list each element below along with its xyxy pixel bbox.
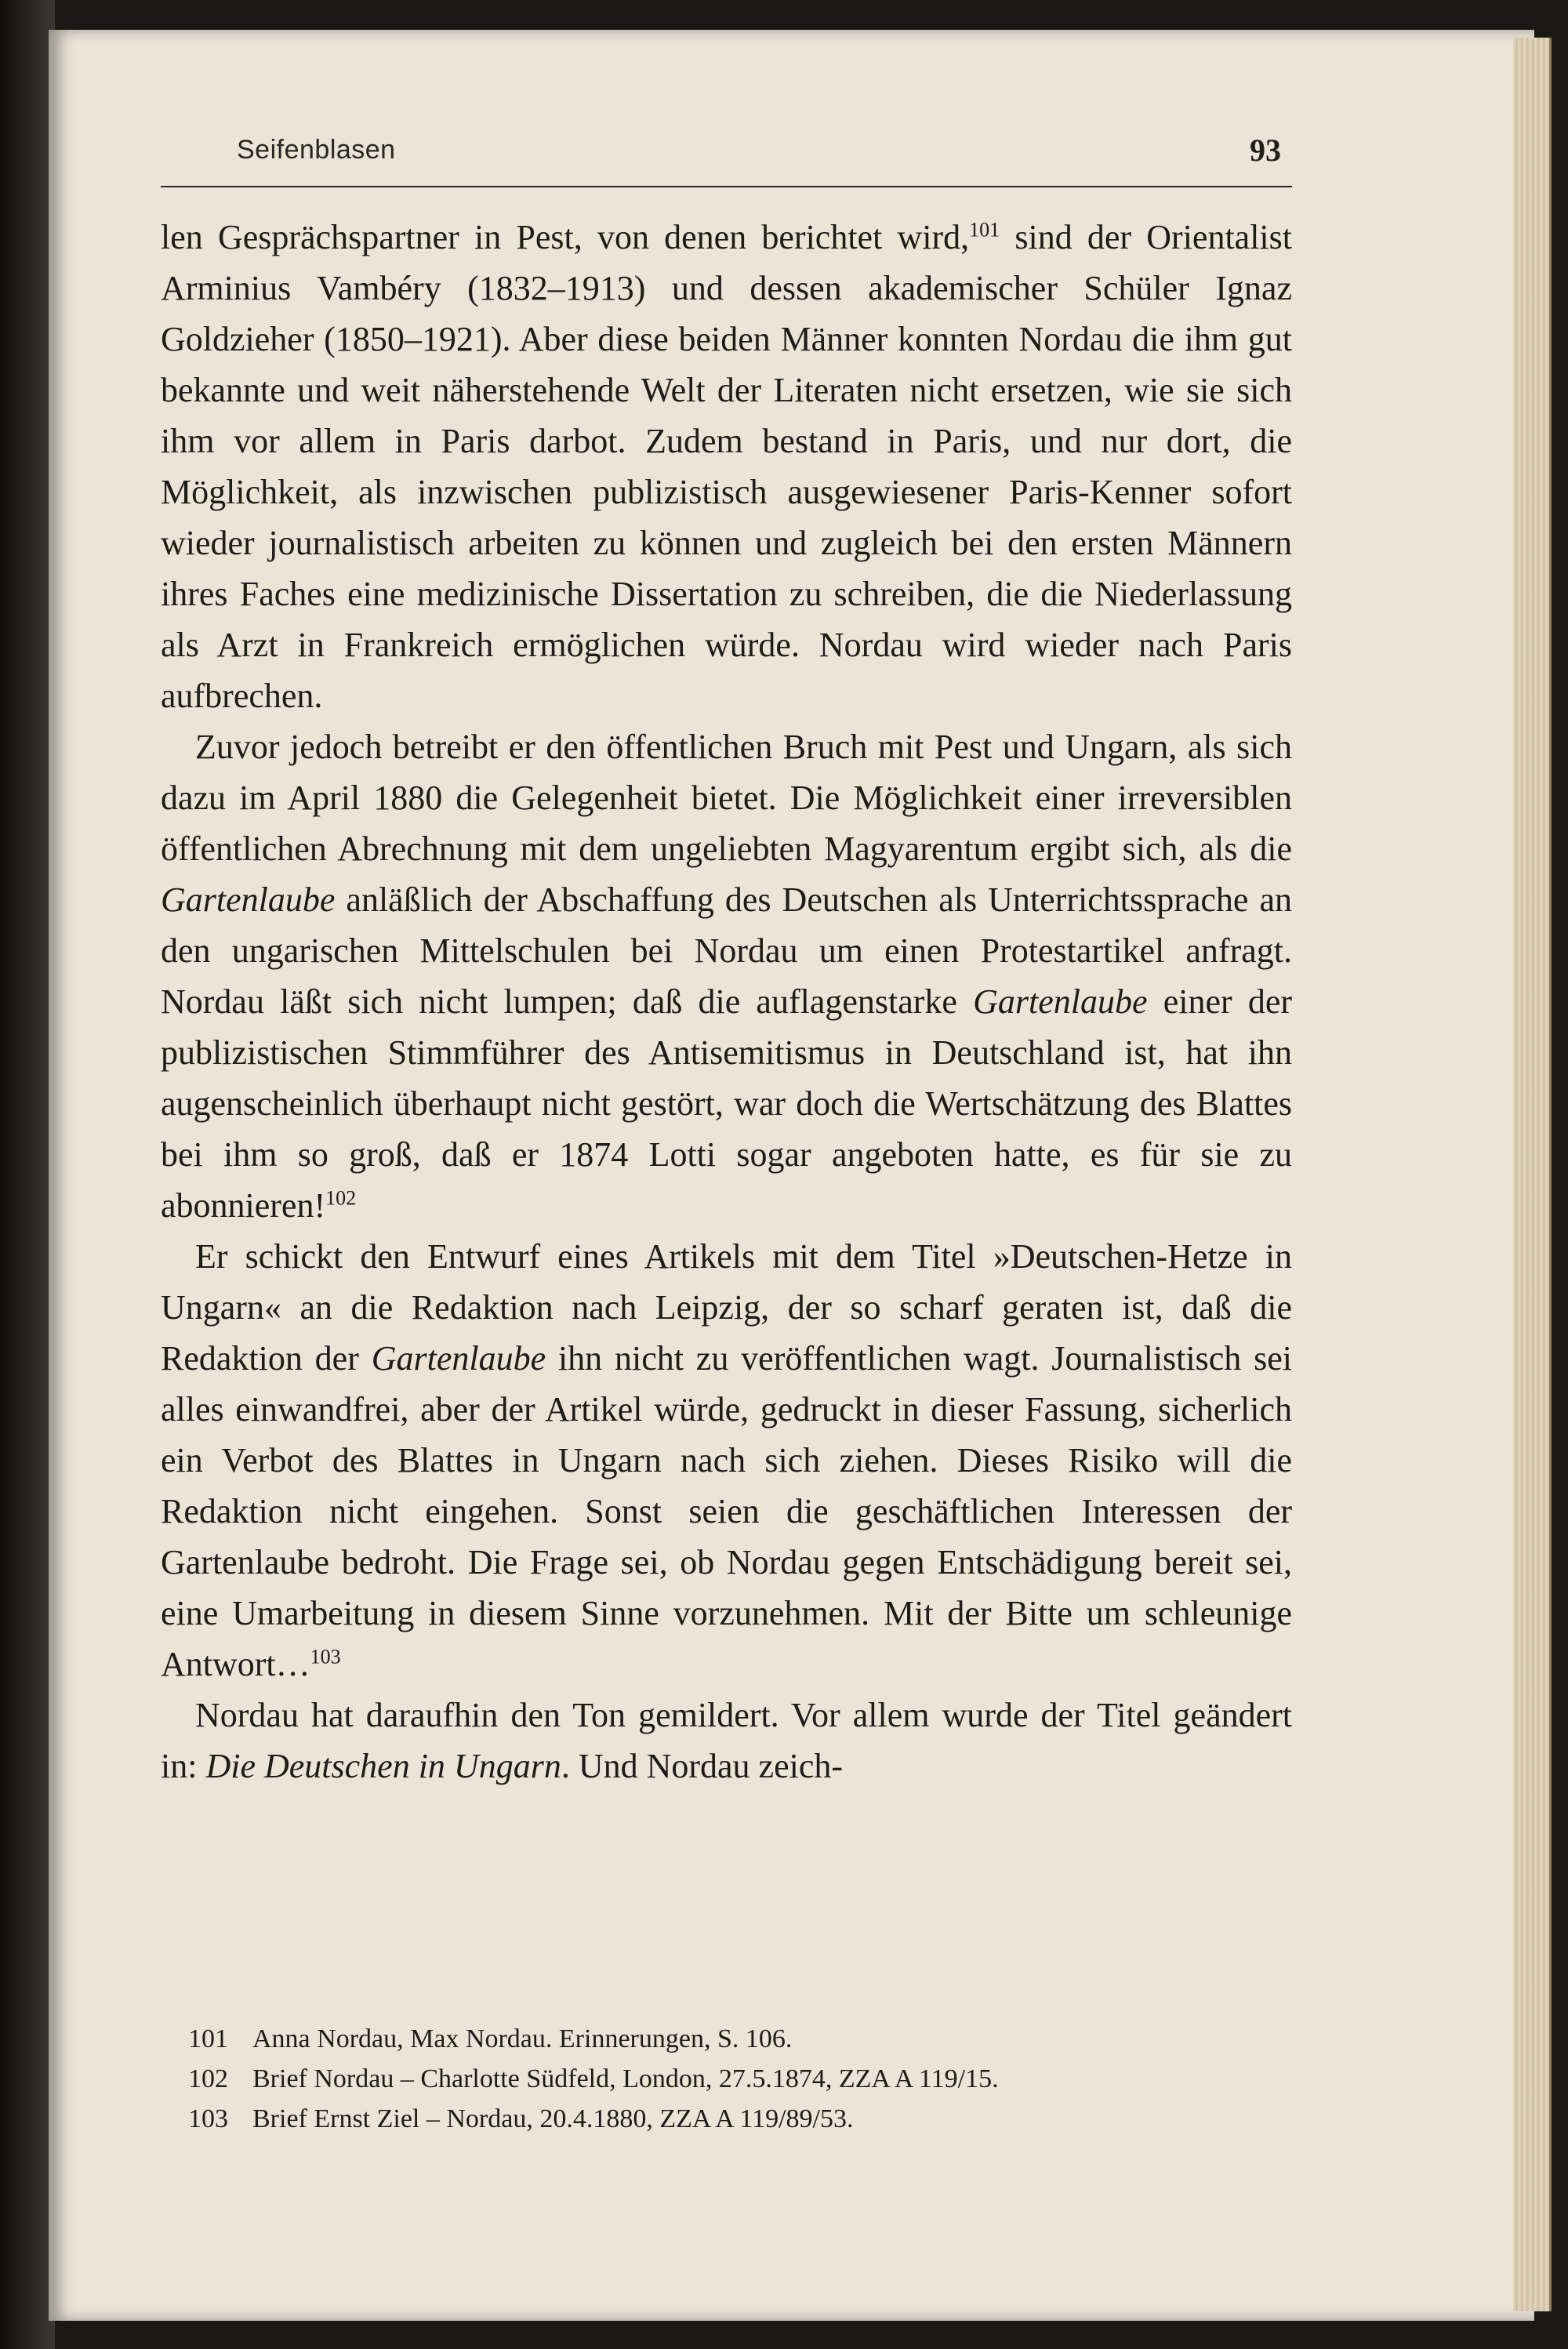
footnote-number: 101 — [188, 2024, 228, 2053]
body-text — [161, 212, 1292, 1792]
footnote — [188, 2099, 1286, 2139]
paragraph-2-text-a: Zuvor jedoch betreibt er den öffentlichen Bruch mit Pest und Ungarn, als sich dazu im April 1880 die Gelegenheit bietet. Die Möglichkeit einer irreversiblen öffentlichen Abrechnung mit dem ungeliebten Magyarentum ergibt sich, als die — [161, 728, 1292, 868]
footnote-ref-102: 102 — [325, 1186, 357, 1210]
footnote-number: 103 — [188, 2104, 228, 2133]
book-spine — [0, 0, 55, 2349]
paragraph-2 — [161, 721, 1292, 1231]
page-number: 93 — [1250, 133, 1281, 168]
paragraph-4 — [161, 1690, 1292, 1792]
paragraph-3-italic-1: Gartenlaube — [371, 1339, 546, 1378]
paragraph-4-italic-1: Die Deutschen in Ungarn — [205, 1747, 561, 1785]
paragraph-1-text-a: len Gesprächspartner in Pest, von denen berichtet wird, — [161, 218, 970, 256]
paragraph-2-italic-2: Gartenlaube — [973, 982, 1148, 1021]
paragraph-1-text-b: sind der Orientalist Arminius Vambéry (1832–1913) und dessen akademischer Schüler Ignaz Goldzieher (1850–1921). Aber diese beiden Männer konnten Nordau die ihm gut bekannte und weit näherstehende Welt der Literaten nicht ersetzen, wie sie sich ihm vor allem in Paris darbot. Zudem bestand in Paris, und nur dort, die Möglichkeit, als inzwischen publizistisch ausgewiesener Paris-Kenner sofort wieder journalistisch arbeiten zu können und zugleich bei den ersten Männern ihres Faches eine medizinische Dissertation zu schreiben, die die Niederlassung als Arzt in Frankreich ermöglichen würde. Nordau wird wieder nach Paris aufbrechen. — [161, 218, 1292, 715]
page-fore-edge — [1513, 38, 1552, 2311]
paragraph-2-text-b: anläßlich der Abschaffung des Deutschen als Unterrichtssprache an den ungarischen Mittelschulen bei Nordau um einen Protestartikel anfragt. Nordau läßt sich nicht lumpen; daß die auflagenstarke — [161, 880, 1292, 1021]
footnote-number: 102 — [188, 2064, 228, 2093]
footnote-ref-103: 103 — [310, 1645, 341, 1668]
footnote-text: Anna Nordau, Max Nordau. Erinnerungen, S. 106. — [252, 2024, 793, 2053]
paragraph-2-italic-1: Gartenlaube — [161, 880, 336, 919]
paragraph-3-text-a: Er schickt den Entwurf eines Artikels mit dem Titel »Deutschen-Hetze in Ungarn« an die Redaktion nach Leipzig, der so scharf geraten ist, daß die Redaktion der — [161, 1237, 1292, 1378]
footnote-text: Brief Ernst Ziel – Nordau, 20.4.1880, ZZA A 119/89/53. — [252, 2104, 854, 2133]
footnote-ref-101: 101 — [969, 218, 1000, 241]
running-title: Seifenblasen — [237, 135, 396, 165]
paragraph-4-text-b: . Und Nordau zeich- — [561, 1747, 844, 1785]
paragraph-3-text-b: ihn nicht zu veröffentlichen wagt. Journalistisch sei alles einwandfrei, aber der Artikel würde, gedruckt in dieser Fassung, sicherlich ein Verbot des Blattes in Ungarn nach sich ziehen. Dieses Risiko will die Redaktion nicht eingehen. Sonst seien die geschäftlichen Interessen der Gartenlaube bedroht. Die Frage sei, ob Nordau gegen Entschädigung bereit sei, eine Umarbeitung in diesem Sinne vorzunehmen. Mit der Bitte um schleunige Antwort… — [161, 1339, 1292, 1683]
paragraph-1 — [161, 212, 1292, 721]
footnote — [188, 2059, 1286, 2099]
footnote-text: Brief Nordau – Charlotte Südfeld, London, 27.5.1874, ZZA A 119/15. — [252, 2064, 999, 2093]
paragraph-4-text-a: Nordau hat daraufhin den Ton gemildert. Vor allem wurde der Titel geändert in: — [161, 1696, 1292, 1785]
paragraph-2-text-c: einer der publizistischen Stimmführer des Antisemitismus in Deutschland ist, hat ihn augenscheinlich überhaupt nicht gestört, war doch die Wertschätzung des Blattes bei ihm so groß, daß er 1874 Lotti sogar angeboten hatte, es für sie zu abonnieren! — [161, 982, 1292, 1225]
footnotes — [188, 2019, 1286, 2139]
paragraph-3 — [161, 1231, 1292, 1690]
footnote — [188, 2019, 1286, 2059]
